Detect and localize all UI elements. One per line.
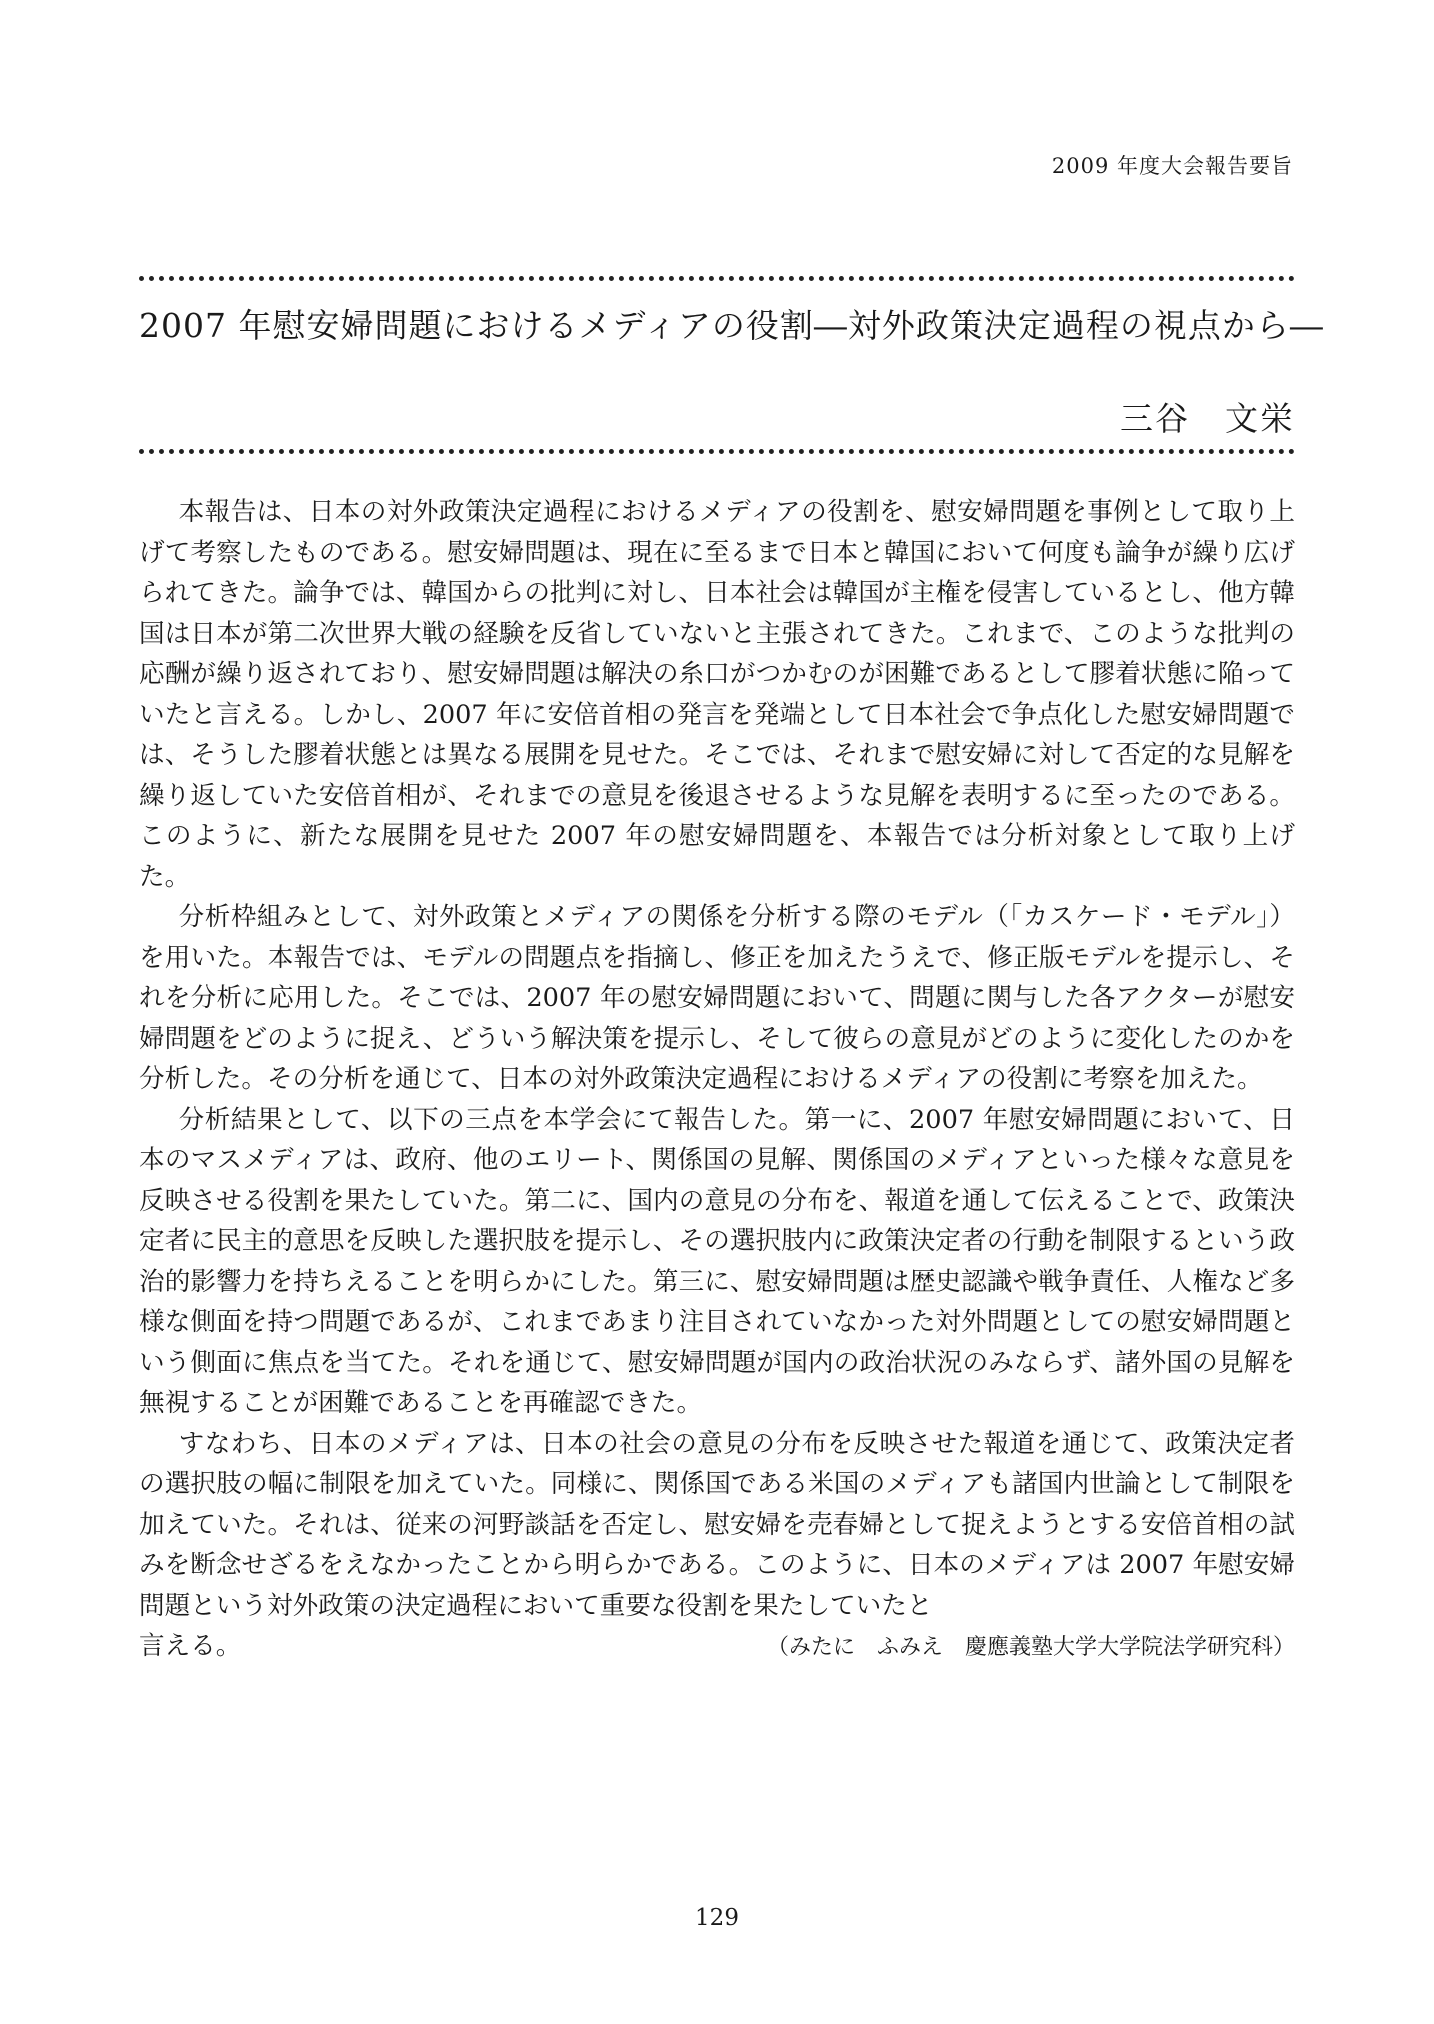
title-top-rule	[139, 276, 1295, 281]
body-paragraph-1: 本報告は、日本の対外政策決定過程におけるメディアの役割を、慰安婦問題を事例として取り上げて考察したものである。慰安婦問題は、現在に至るまで日本と韓国において何度も論争が繰り広げられてきた。論争では、韓国からの批判に対し、日本社会は韓国が主権を侵害しているとし、他方韓国は日本が第二次世界大戦の経験を反省していないと主張されてきた。これまで、このような批判の応酬が繰り返されており、慰安婦問題は解決の糸口がつかむのが困難であるとして膠着状態に陥っていたと言える。しかし、2007 年に安倍首相の発言を発端として日本社会で争点化した慰安婦問題では、そうした膠着状態とは異なる展開を見せた。そこでは、それまで慰安婦に対して否定的な見解を繰り返していた安倍首相が、それまでの意見を後退させるような見解を表明するに至ったのである。このように、新たな展開を見せた 2007 年の慰安婦問題を、本報告では分析対象として取り上げた。	[139, 497, 1295, 892]
closing-text: 言える。	[139, 1631, 242, 1661]
author-name: 三谷 文栄	[1120, 399, 1295, 438]
article-body	[139, 492, 1295, 1669]
body-paragraph-4: すなわち、日本のメディアは、日本の社会の意見の分布を反映させた報道を通じて、政策決定者の選択肢の幅に制限を加えていた。同様に、関係国である米国のメディアも諸国内世論として制限を加えていた。それは、従来の河野談話を否定し、慰安婦を売春婦として捉えようとする安倍首相の試みを断念せざるをえなかったことから明らかである。このように、日本のメディアは 2007 年慰安婦問題という対外政策の決定過程において重要な役割を果たしていたと	[139, 1428, 1295, 1621]
running-header: 2009 年度大会報告要旨	[1051, 154, 1293, 178]
body-paragraph-3: 分析結果として、以下の三点を本学会にて報告した。第一に、2007 年慰安婦問題において、日本のマスメディアは、政府、他のエリート、関係国の見解、関係国のメディアといった様々な意見を反映させる役割を果たしていた。第二に、国内の意見の分布を、報道を通して伝えることで、政策決定者に民主的意思を反映した選択肢を提示し、その選択肢内に政策決定者の行動を制限するという政治的影響力を持ちえることを明らかにした。第三に、慰安婦問題は歴史認識や戦争責任、人権など多様な側面を持つ問題であるが、これまであまり注目されていなかった対外問題としての慰安婦問題という側面に焦点を当てた。それを通じて、慰安婦問題が国内の政治状況のみならず、諸外国の見解を無視することが困難であることを再確認できた。	[139, 1104, 1295, 1418]
body-paragraph-2: 分析枠組みとして、対外政策とメディアの関係を分析する際のモデル（「カスケード・モデル」）を用いた。本報告では、モデルの問題点を指摘し、修正を加えたうえで、修正版モデルを提示し、それを分析に応用した。そこでは、2007 年の慰安婦問題において、問題に関与した各アクターが慰安婦問題をどのように捉え、どういう解決策を提示し、そして彼らの意見がどのように変化したのかを分析した。その分析を通じて、日本の対外政策決定過程におけるメディアの役割に考察を加えた。	[139, 902, 1295, 1094]
page-number: 129	[695, 1905, 739, 1931]
article-title: 2007 年慰安婦問題におけるメディアの役割―対外政策決定過程の視点から―	[139, 306, 1324, 345]
title-bottom-rule	[139, 449, 1295, 454]
closing-line	[139, 1626, 1295, 1669]
author-affiliation: （みたに ふみえ 慶應義塾大学大学院法学研究科）	[766, 1635, 1295, 1660]
